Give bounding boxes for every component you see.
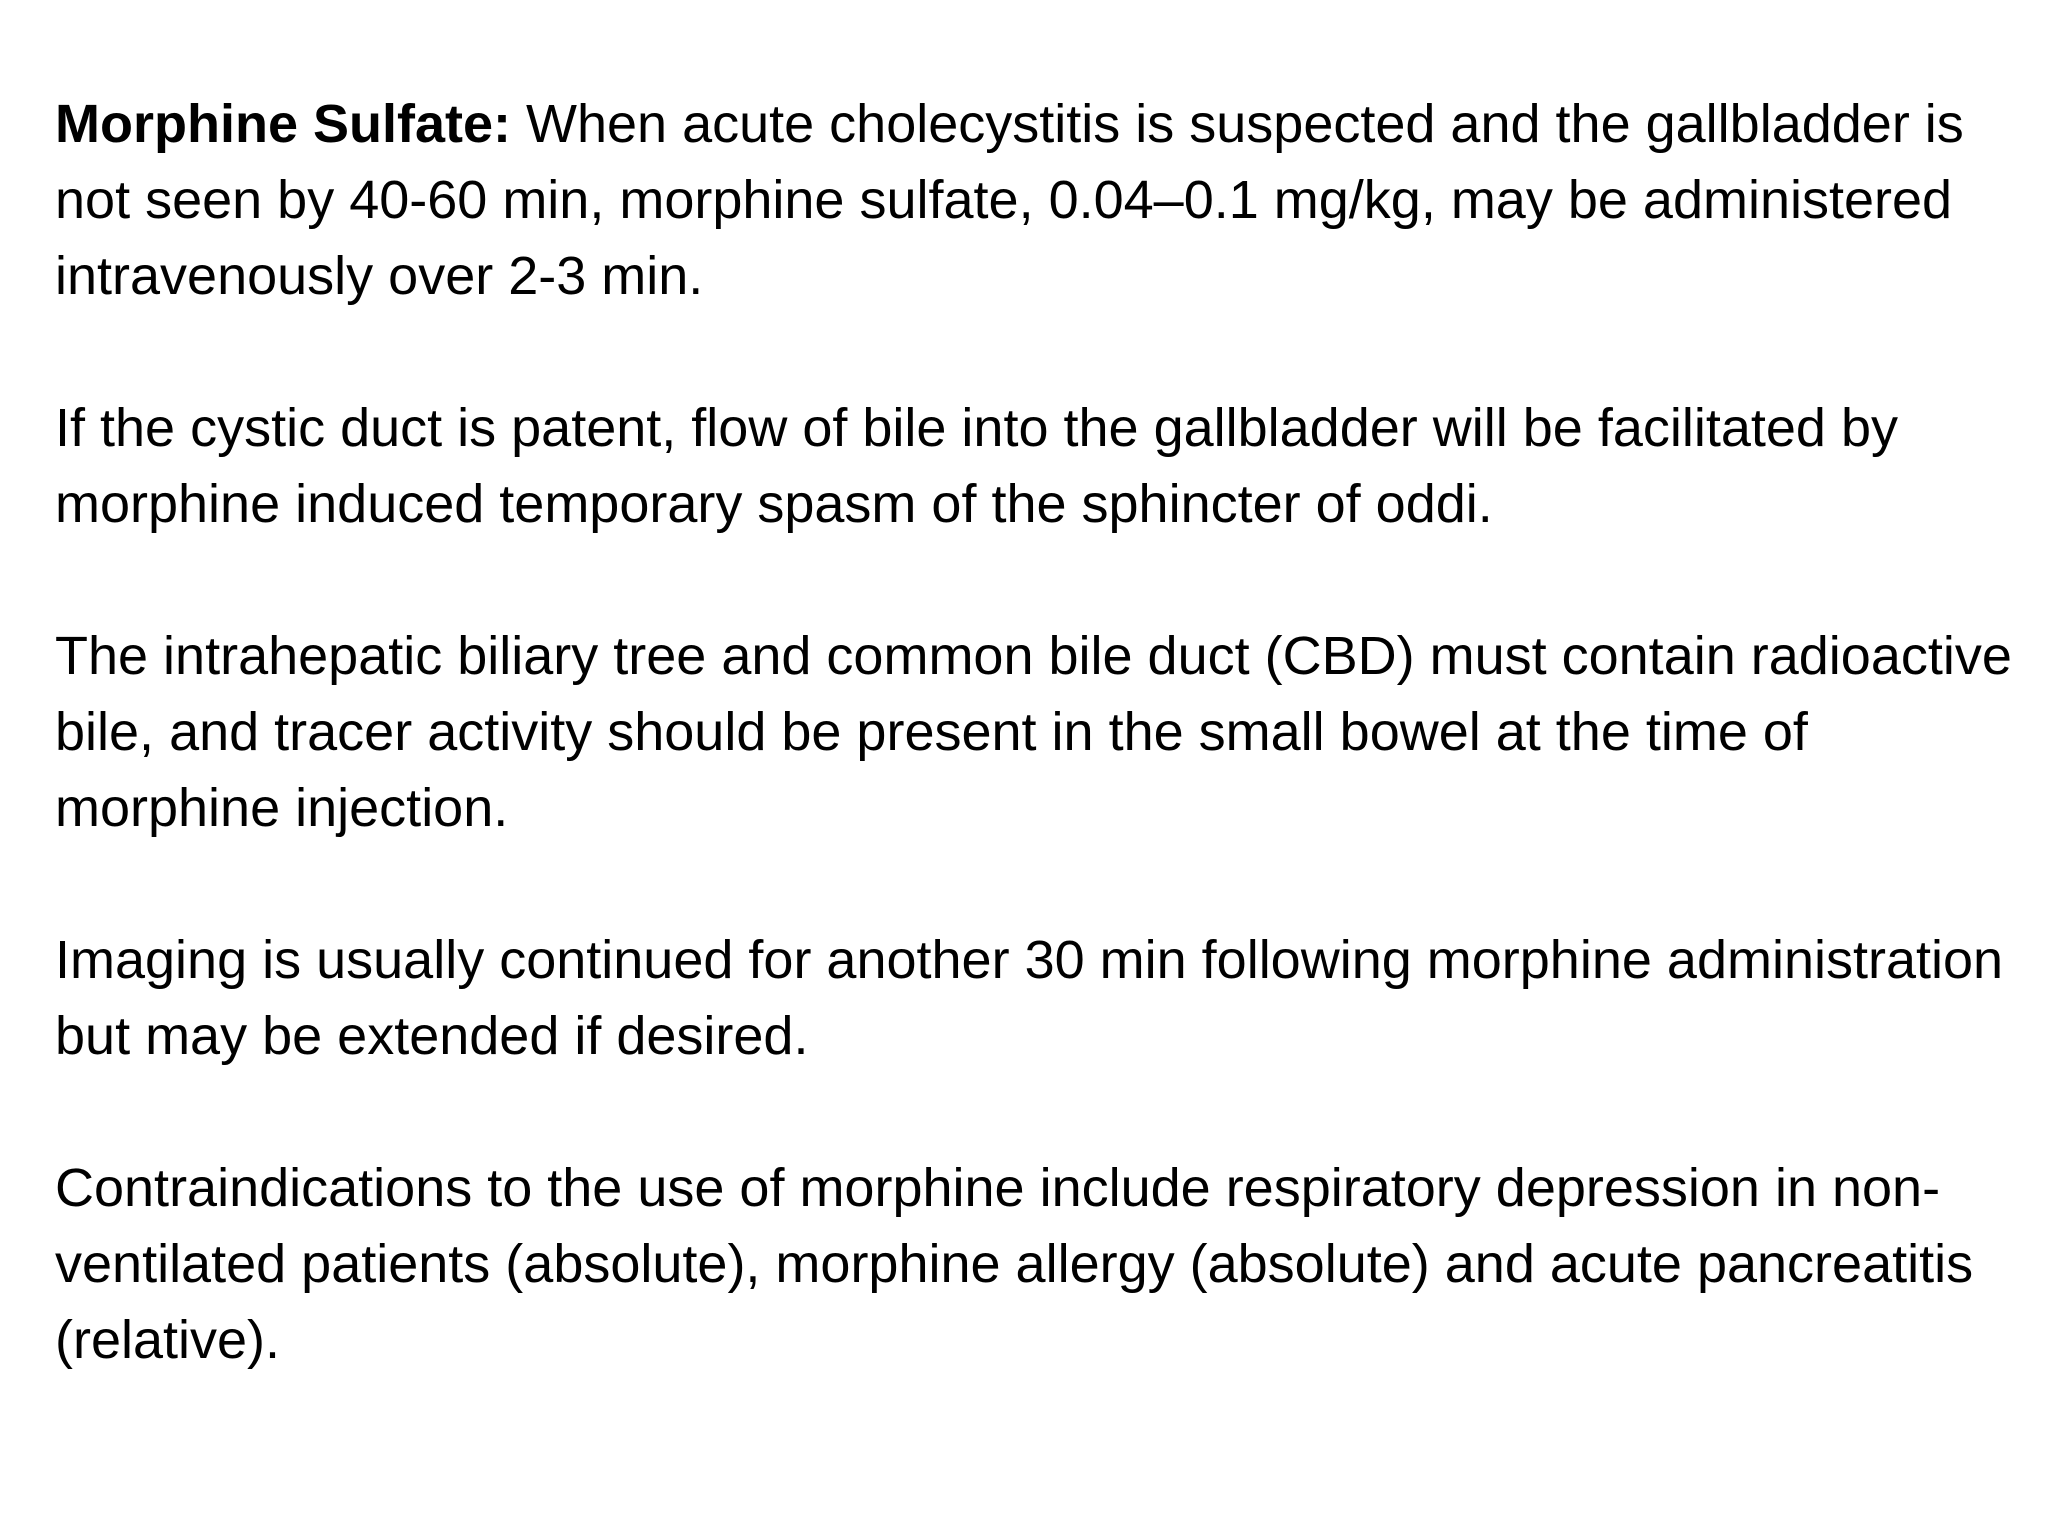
slide-body	[55, 86, 2015, 1378]
paragraph-contraindications: Contraindications to the use of morphine include respiratory depression in non-ventilated patients (absolute), morphine allergy (absolute) and acute pancreatitis (relative).	[55, 1158, 1974, 1370]
paragraph-imaging: Imaging is usually continued for another 30 min following morphine administration but may be extended if desired.	[55, 930, 2004, 1066]
paragraph-cystic-duct: If the cystic duct is patent, flow of bile into the gallbladder will be facilitated by morphine induced temporary spasm of the sphincter of oddi.	[55, 398, 1898, 534]
paragraph-biliary-tree: The intrahepatic biliary tree and common bile duct (CBD) must contain radioactive bile, and tracer activity should be present in the small bowel at the time of morphine injection.	[55, 626, 2012, 838]
paragraph-morphine-sulfate	[55, 86, 2015, 314]
morphine-sulfate-heading: Morphine Sulfate:	[55, 94, 511, 154]
morphine-sulfate-text: When acute cholecystitis is suspected and the gallbladder is not seen by 40-60 min, morphine sulfate, 0.04–0.1 mg/kg, may be administered intravenously over 2-3 min.	[55, 94, 1964, 306]
